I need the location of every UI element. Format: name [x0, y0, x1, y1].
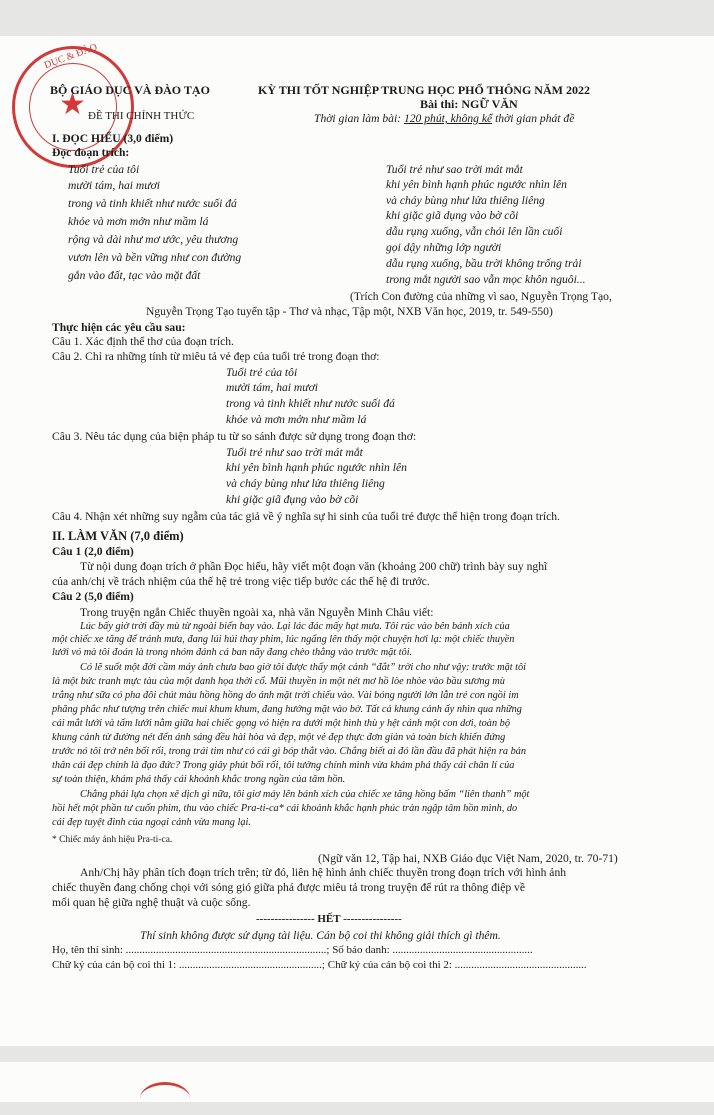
exam-title: KỲ THI TỐT NGHIỆP TRUNG HỌC PHỔ THÔNG NĂM 2022 [258, 83, 590, 97]
official-seal: DỤC & ĐÀO ★ [12, 46, 134, 168]
ministry-name: BỘ GIÁO DỤC VÀ ĐÀO TẠO [50, 83, 210, 97]
passage-line: Chẳng phải lựa chọn xê dịch gì nữa, tôi giơ máy lên bánh xích của chiếc xe tăng hồng bấm “liên thanh” một [80, 789, 530, 800]
poem-left-line: trong và tinh khiết như nước suối đá [68, 197, 237, 210]
passage-line: hồi hết một phần tư cuốn phim, thu vào chiếc Pra-ti-ca* cái khoảnh khắc hạnh phúc tràn ngập tâm hồn mình, do [52, 803, 518, 814]
passage-line: sự toàn thiện, khám phá thấy cái khoảnh khắc trong ngần của tâm hồn. [52, 774, 346, 785]
q2-line: trong và tinh khiết như nước suối đá [226, 397, 395, 410]
reading-intro: Đọc đoạn trích: [52, 146, 130, 159]
q2-line: mười tám, hai mươi [226, 381, 319, 394]
poem-left-line: mười tám, hai mươi [68, 179, 161, 192]
passage-line: một chiếc xe tăng để tránh mưa, đang lúi húi thay phim, lúc ngẩng lên thấy một chuyện hơi lạ: một chiếc thuyền [52, 634, 515, 645]
next-page-edge [0, 1062, 714, 1102]
q2-line: Tuổi trẻ của tôi [226, 366, 298, 379]
official-label: ĐỀ THI CHÍNH THỨC [88, 110, 195, 122]
poem-left-line: khỏe và mơn mởn như mầm lá [68, 215, 209, 228]
writing-c1-text: Từ nội dung đoạn trích ở phần Đọc hiểu, hãy viết một đoạn văn (khoảng 200 chữ) trình bày suy nghĩ [80, 560, 548, 573]
passage-line: phăng phắc như tượng trên chiếc mui khum khum, đang hướng mặt vào bờ. Tất cả khung cảnh ấy nhìn qua những [52, 704, 522, 715]
passage-line: là một bức tranh mực tàu của một danh họa thời cổ. Mũi thuyền in một nét mơ hồ lòe nhòe vào bầu sương mù [52, 676, 505, 687]
passage-source: (Ngữ văn 12, Tập hai, NXB Giáo dục Việt Nam, 2020, tr. 70-71) [318, 852, 618, 865]
next-page-seal [140, 1082, 190, 1115]
poem-right-line: khi giặc giã dụng vào bờ cõi [386, 209, 519, 222]
passage-line: trước nó tôi trở nên bối rối, trong trái tim như có cái gì bóp thắt vào. Chẳng biết ai đó lần đầu đã phát hiện ra bản [52, 746, 527, 757]
passage-line: trắng như sữa có pha đôi chút màu hồng hồng do ánh mặt trời chiếu vào. Vài bóng người lớn lẫn trẻ con ngồi im [52, 690, 519, 701]
passage-line: cái mắt lưới và tấm lưới nằm giữa hai chiếc gọng vó hiện ra dưới một hình thù y hệt cánh một con dơi, toàn bộ [52, 718, 510, 729]
writing-c1-text: của anh/chị về trách nhiệm của thế hệ trẻ trong việc tiếp bước các thế hệ đi trước. [52, 575, 430, 588]
poem-left-line: rộng và dài như mơ ước, yêu thương [68, 233, 239, 246]
passage-line: cái đẹp tuyệt đỉnh của ngoại cảnh vừa mang lại. [52, 817, 251, 828]
q3-line: khi yên bình hạnh phúc ngước nhìn lên [226, 461, 407, 474]
writing-heading: II. LÀM VĂN (7,0 điểm) [52, 529, 184, 543]
q3-line: khi giặc giã đụng vào bờ cõi [226, 493, 359, 506]
passage-line: Lúc bấy giờ trời đầy mù từ ngoài biển bay vào. Lại lác đác mấy hạt mưa. Tôi rúc vào bên bánh xích của [80, 621, 510, 632]
reading-heading: I. ĐỌC HIỂU (3,0 điểm) [52, 132, 174, 145]
writing-task: mối quan hệ giữa nghệ thuật và cuộc sống. [52, 896, 251, 909]
candidate-name-field: Họ, tên thí sinh: .........................................................................; Số báo danh: ................................................... [52, 944, 533, 956]
poem-left-line: gắn vào đất, tạc vào mặt đất [68, 269, 201, 282]
footnote: * Chiếc máy ảnh hiệu Pra-ti-ca. [52, 835, 173, 845]
poem-right-line: trong mắt người sao vẫn mọc khôn nguôi... [386, 273, 586, 286]
passage-line: khung cảnh từ đường nét đến ánh sáng đều hài hòa và đẹp, một vẻ đẹp thực đơn giản và toàn bích khiến đứng [52, 732, 506, 743]
poem-right-line: Tuổi trẻ như sao trời mát mắt [386, 163, 523, 176]
question-3: Câu 3. Nêu tác dụng của biện pháp tu từ so sánh được sử dụng trong đoạn thơ: [52, 430, 417, 443]
instructions: Thực hiện các yêu cầu sau: [52, 321, 186, 334]
poem-right-line: gọi dậy những lớp người [386, 241, 502, 254]
question-4: Câu 4. Nhận xét những suy ngẫm của tác giả về ý nghĩa sự hi sinh của tuổi trẻ được thể hiện trong đoạn trích. [52, 510, 560, 523]
writing-task: chiếc thuyền đang chống chọi với sóng gió giữa phá được miêu tả trong truyện để rút ra thông điệp về [52, 881, 526, 894]
seal-star-icon: ★ [59, 88, 86, 121]
writing-c1-title: Câu 1 (2,0 điểm) [52, 545, 134, 558]
writing-c2-intro: Trong truyện ngắn Chiếc thuyền ngoài xa, nhà văn Nguyễn Minh Châu viết: [80, 606, 434, 619]
poem-left-line: vươn lên và bền vững như con đường [68, 251, 242, 264]
poem-right-line: dẫu rụng xuống, vẫn chói lên lần cuối [386, 225, 563, 238]
passage-line: lưới vó mà tôi đoán là trong nhóm đánh cá ban nãy đang chèo thẳng vào trước mặt tôi. [52, 647, 413, 658]
poem-right-line: khi yên bình hạnh phúc ngước nhìn lên [386, 178, 567, 191]
exam-time: Thời gian làm bài: 120 phút, không kể thời gian phát đề [314, 112, 575, 125]
writing-c2-title: Câu 2 (5,0 điểm) [52, 590, 134, 603]
end-marker: ---------------- HẾT ---------------- [256, 913, 402, 925]
poem-source-2: Nguyễn Trọng Tạo tuyển tập - Thơ và nhạc, Tập một, NXB Văn học, 2019, tr. 549-550) [146, 305, 553, 318]
subject-title: Bài thi: NGỮ VĂN [420, 97, 518, 111]
poem-right-line: dẫu rụng xuống, bầu trời không trống trải [386, 257, 582, 270]
q3-line: Tuổi trẻ như sao trời mát mắt [226, 446, 363, 459]
footer-note: Thí sinh không được sử dụng tài liệu. Cán bộ coi thi không giải thích gì thêm. [140, 929, 501, 942]
passage-line: Có lẽ suốt một đời cầm máy ảnh chưa bao giờ tôi được thấy một cảnh “đắt” trời cho như vậy: trước mặt tôi [80, 662, 527, 673]
q3-line: và cháy bùng như lửa thiêng liêng [226, 477, 385, 490]
q2-line: khỏe và mơn mởn như mầm lá [226, 413, 367, 426]
poem-left-line: Tuổi trẻ của tôi [68, 163, 140, 176]
passage-line: thân cái đẹp chính là đạo đức? Trong giây phút bối rối, tôi tưởng chính mình vừa khám phá thấy cái chân lí của [52, 760, 515, 771]
question-1: Câu 1. Xác định thể thơ của đoạn trích. [52, 335, 234, 348]
poem-source-1: (Trích Con đường của những vì sao, Nguyễn Trọng Tạo, [350, 290, 612, 303]
writing-task: Anh/Chị hãy phân tích đoạn trích trên; từ đó, liên hệ hình ảnh chiếc thuyền trong đoạn trích với hình ảnh [80, 866, 567, 879]
proctor-signature-field: Chữ ký của cán bộ coi thi 1: ....................................................; Chữ ký của cán bộ coi thi 2: ................................................ [52, 959, 587, 971]
question-2: Câu 2. Chỉ ra những tính từ miêu tả vẻ đẹp của tuổi trẻ trong đoạn thơ: [52, 350, 380, 363]
poem-right-line: và cháy bùng như lửa thiêng liêng [386, 194, 545, 207]
